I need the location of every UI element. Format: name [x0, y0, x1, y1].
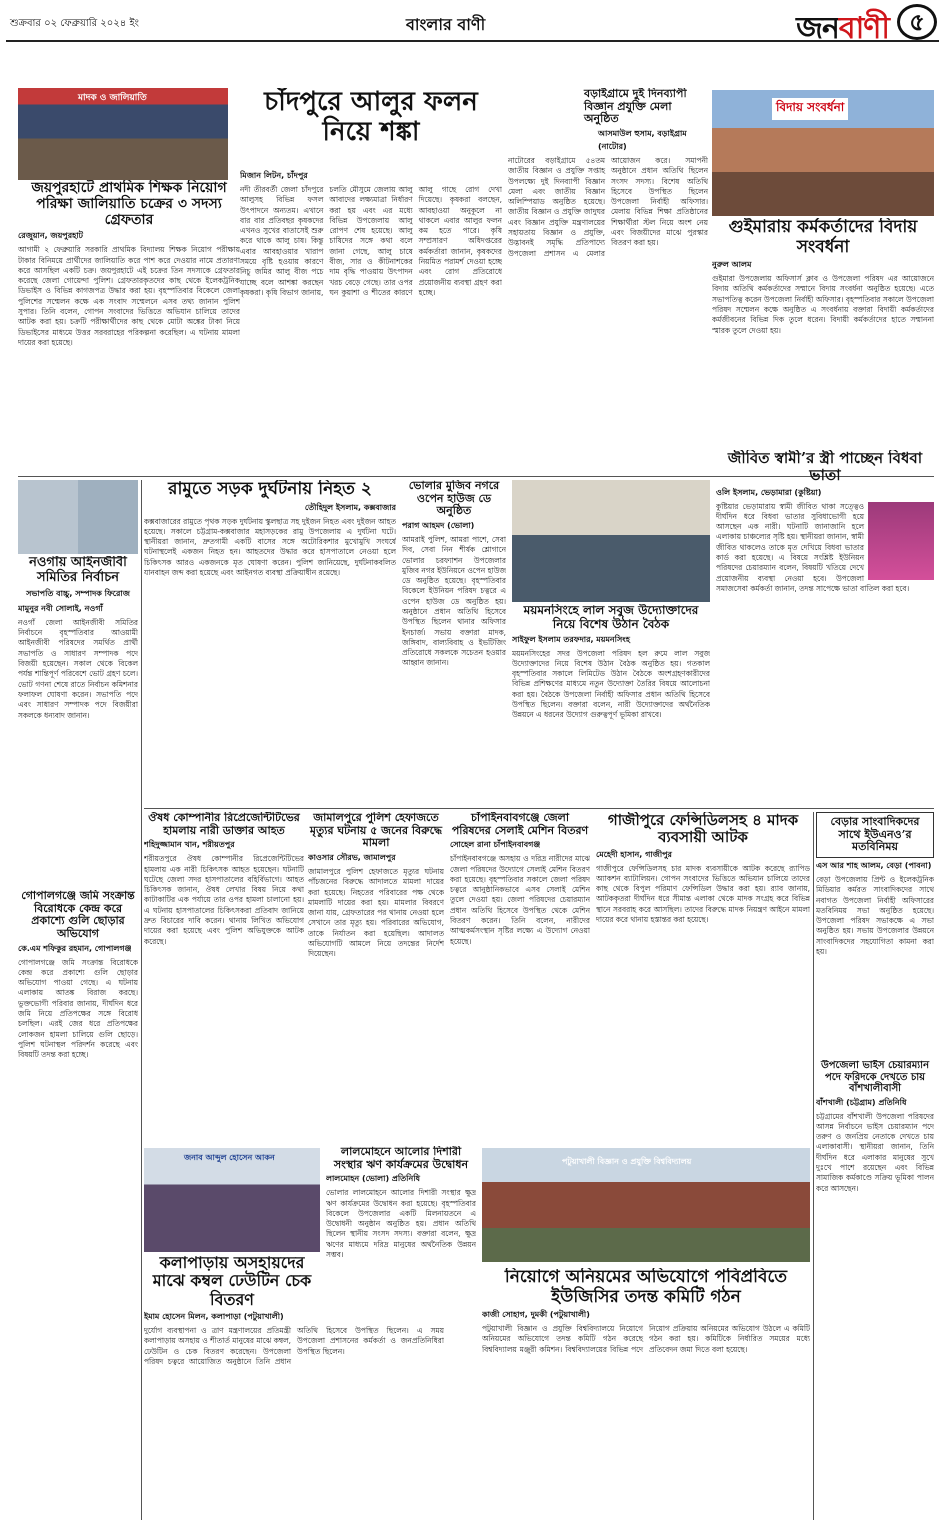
ugc-byline: কাজী সোহাগ, দুমকী (পটুয়াখালী)	[482, 1310, 590, 1320]
gopalganj-body: গোপালগঞ্জে জমি সংক্রান্ত বিরোধকে কেন্দ্র করে প্রকাশ্যে গুলি ছোড়ার অভিযোগ পাওয়া গেছে। এ ঘটনায় এলাকায় আতঙ্ক বিরাজ করছে। ভুক্তভোগী পরিবার জানায়, দীর্ঘদিন ধরে জমি নিয়ে প্রতিপক্ষের সঙ্গে বিরোধ চলছিল। এরই জের ধরে প্রতিপক্ষের লোকজন হামলা চালিয়ে গুলি ছোড়ে। পুলিশ ঘটনাস্থল পরিদর্শন করেছে এবং বিষয়টি তদন্ত করা হচ্ছে।	[18, 957, 138, 1060]
guimara-body: গুইমারা উপজেলায় অফিসার্স ক্লাব ও উপজেলা পরিষদ এর আয়োজনে বিদায় অতিথি কর্মকর্তাদের সম্মানে বিদায় সংবর্ধনা অনুষ্ঠিত হয়েছে। এতে সভাপতিত্ব করেন উপজেলা নির্বাহী অফিসার। বৃহস্পতিবার সকালে উপজেলা পরিষদ সম্মেলন কক্ষে অনুষ্ঠিত এ সংবর্ধনায় বক্তারা বিদায়ী কর্মকর্তাদের কর্মজীবনের বিভিন্ন দিক তুলে ধরেন। বিদায়ী কর্মকর্তাদের হাতে সম্মাননা স্মারক তুলে দেওয়া হয়।	[712, 274, 934, 335]
ramu-byline: তৌহিদুল ইসলাম, কক্সবাজার	[304, 502, 396, 512]
naogaon-body: নওগাঁ জেলা আইনজীবী সমিতির নির্বাচনে বৃহস্পতিবার আওয়ামী আইনজীবী পরিষদের সমর্থিত প্রার্থী সভাপতি ও সাধারণ সম্পাদক পদে বিজয়ী হয়েছেন। সকাল থেকে বিকেল পর্যন্ত শান্তিপূর্ণ পরিবেশে ভোট গ্রহণ চলে। ভোট গণনা শেষে রাতে নির্বাচন কমিশনার ফলাফল ঘোষণা করেন। সভাপতি পদে এবং সাধারণ সম্পাদক পদে বিজয়ীরা সকলকে ধন্যবাদ জানান।	[18, 617, 138, 720]
jibito-byline: ওলি ইসলাম, ভেড়ামারা (কুষ্টিয়া)	[716, 487, 822, 497]
bera-body: বেড়া উপজেলায় প্রিন্ট ও ইলেকট্রনিক মিডিয়ার কর্মরত সাংবাদিকদের সাথে নবাগত উপজেলা নির্বাহী অফিসারের মতবিনিময় সভা অনুষ্ঠিত হয়েছে। উপজেলা পরিষদ সভাকক্ষে এ সভা অনুষ্ঠিত হয়। সভায় উপজেলার উন্নয়নে সাংবাদিকদের সহযোগিতা কামনা করা হয়।	[816, 874, 934, 956]
chapai-body: চাঁপাইনবাবগঞ্জে অসহায় ও দরিদ্র নারীদের মাঝে জেলা পরিষদের উদ্যোগে সেলাই মেশিন বিতরণ করা হয়েছে। বৃহস্পতিবার সকালে জেলা পরিষদ চত্বরে আনুষ্ঠানিকভাবে এসব সেলাই মেশিন তুলে দেওয়া হয়। জেলা পরিষদের চেয়ারম্যান প্রধান অতিথি হিসেবে উপস্থিত থেকে মেশিন বিতরণ করেন। তিনি বলেন, নারীদের আত্মকর্মসংস্থান সৃষ্টির লক্ষ্যে এ উদ্যোগ নেওয়া হয়েছে।	[450, 854, 590, 946]
bera-headline: বেড়ার সাংবাদিকদের সাথে ইউএনও’র মতবিনিময়	[816, 812, 934, 858]
guimara-story	[712, 218, 934, 443]
baraigram-story	[508, 88, 708, 468]
ramu-story	[144, 480, 396, 800]
lalmohan-byline: লালমোহন (ভোলা) প্রতিনিধি	[326, 1174, 420, 1184]
ugc-story	[482, 1268, 810, 1520]
gopalganj-story	[18, 890, 138, 1520]
baraigram-headline: বড়াইগ্রামে দুই দিনব্যাপী বিজ্ঞান প্রযুক্তি মেলা অনুষ্ঠিত	[584, 88, 687, 126]
jamalpur-story	[308, 812, 444, 1142]
naogaon-subline: সভাপতি বাচ্চু, সম্পাদক ফিরোজ	[26, 588, 130, 598]
ramu-headline: রামুতে সড়ক দুর্ঘটনায় নিহত ২	[168, 480, 372, 499]
naogaon-story	[18, 556, 138, 886]
naogaon-headline: নওগাঁয় আইনজীবী সমিতির নির্বাচন	[29, 556, 127, 585]
mymensingh-story	[512, 604, 710, 804]
chapai-byline: সোহেল রানা চাঁপাইনবাবগঞ্জ	[450, 840, 541, 850]
bhola-headline: ভোলার মুজিব নগরে ওপেন হাউজ ডে অনুষ্ঠিত	[408, 480, 500, 518]
jibito-body: কুষ্টিয়ার ভেড়ামারায় স্বামী জীবিত থাকা সত্ত্বেও দীর্ঘদিন ধরে বিধবা ভাতার সুবিধাভোগী হয়ে আসছেন এক নারী। ঘটনাটি জানাজানি হলে এলাকায় চাঞ্চল্যের সৃষ্টি হয়। স্থানীয়রা জানান, স্বামী জীবিত থাকলেও তাকে মৃত দেখিয়ে বিধবা ভাতার কার্ড করা হয়েছে। এ বিষয়ে সংশ্লিষ্ট ইউনিয়ন পরিষদের চেয়ারম্যান বলেন, বিষয়টি খতিয়ে দেখে প্রয়োজনীয় ব্যবস্থা নেওয়া হবে। উপজেলা সমাজসেবা কর্মকর্তা জানান, তদন্ত সাপেক্ষে ভাতা বাতিল করা হবে।	[716, 501, 910, 593]
lalmohan-headline: লালমোহনে আলোর দিশারী সংস্থার ঋণ কার্যক্রমের উদ্বোধন	[333, 1146, 469, 1171]
chandpur-body-block	[240, 168, 502, 508]
kalapara-story	[144, 1254, 444, 1520]
col-rule-1	[141, 480, 142, 1520]
mymensingh-byline: সাইফুল ইসলাম তরফদার, ময়মনসিংহ	[512, 634, 630, 644]
ramu-body: কক্সবাজারের রামুতে পৃথক সড়ক দুর্ঘটনায় স্কুলছাত্র সহ দুইজন নিহত এবং দুইজন আহত হয়েছে। সকালে চট্টগ্রাম-কক্সবাজার মহাসড়কের রামু উপজেলায় এ দুর্ঘটনা ঘটে। স্থানীয়রা জানান, দ্রুতগামী একটি বাসের সঙ্গে অটোরিকশার মুখোমুখি সংঘর্ষে ঘটনাস্থলেই একজন নিহত হন। আহতদের উদ্ধার করে হাসপাতালে নেওয়া হলে চিকিৎসক আরও একজনকে মৃত ঘোষণা করেন। পুলিশ জানিয়েছে, দুর্ঘটনাকবলিত যানবাহন জব্দ করা হয়েছে এবং আইনগত ব্যবস্থা প্রক্রিয়াধীন রয়েছে।	[144, 516, 396, 578]
mymensingh-photo	[512, 480, 710, 602]
section-title: বাংলার বাণী	[406, 15, 486, 34]
jamalpur-headline: জামালপুরে পুলিশ হেফাজতে মৃত্যুর ঘটনায় ৫ জনের বিরুদ্ধে মামলা	[309, 812, 443, 850]
row2-divider	[144, 808, 934, 809]
jibito-story	[716, 450, 934, 790]
mymensingh-body: ময়মনসিংহের সদর উপজেলা পরিষদ হল রুমে লাল সবুজ উদ্যোক্তাদের নিয়ে বিশেষ উঠান বৈঠক অনুষ্ঠিত হয়। গতকাল বৃহস্পতিবার সকালে লিমিটেড উঠান বৈঠকে অংশগ্রহণকারীদের বিভিন্ন প্রশিক্ষণের মাধ্যমে নতুন উদ্যোক্তা তৈরির বিষয়ে আলোচনা করা হয়। বৈঠকে উপজেলা নির্বাহী অফিসার প্রধান অতিথি হিসেবে উপস্থিত ছিলেন। বক্তারা বলেন, নারী উদ্যোক্তাদের অর্থনৈতিক উন্নয়নে এ ধরনের উদ্যোগ গুরুত্বপূর্ণ ভূমিকা রাখবে।	[512, 648, 710, 720]
guimara-photo	[712, 90, 934, 216]
bera-byline: এস আর শাহ আলম, বেড়া (পাবনা)	[816, 860, 932, 870]
kalapara-banner: জনাব আব্দুল হোসেন আকন	[184, 1152, 275, 1162]
masthead	[6, 4, 939, 46]
oushudh-headline: ঔষধ কোম্পানীর রিপ্রেজেন্টিটিভের হামলায় নারী ডাক্তার আহত	[148, 812, 300, 837]
col-rule-2	[813, 812, 814, 1520]
kalapara-byline: ইমাম হোসেন মিলন, কলাপাড়া (পটুয়াখালী)	[144, 1312, 284, 1322]
gazipur-body: গাজীপুরে ফেন্সিডিলসহ চার মাদক ব্যবসায়ীকে আটক করেছে র‍্যাপিড অ্যাকশন ব্যাটালিয়ন। গোপন সংবাদের ভিত্তিতে অভিযান চালিয়ে তাদের কাছ থেকে বিপুল পরিমাণ ফেন্সিডিল উদ্ধার করা হয়। র‍্যাব জানায়, আটককৃতরা দীর্ঘদিন ধরে সীমান্ত এলাকা থেকে মাদক সংগ্রহ করে বিভিন্ন স্থানে সরবরাহ করে আসছিল। তাদের বিরুদ্ধে মাদক নিয়ন্ত্রণ আইনে মামলা দায়ের করে থানায় হস্তান্তর করা হয়েছে।	[596, 863, 810, 924]
bera-story	[816, 812, 934, 1052]
lalmohan-body: ভোলার লালমোহনে আলোর দিশারী সংস্থার ক্ষুদ্র ঋণ কার্যক্রমের উদ্বোধন করা হয়েছে। বৃহস্পতিবার বিকেলে উপজেলার একটি মিলনায়তনে এ উদ্বোধনী অনুষ্ঠান অনুষ্ঠিত হয়। প্রধান অতিথি ছিলেন স্থানীয় সংসদ সদস্য। বক্তারা বলেন, ক্ষুদ্র ঋণের মাধ্যমে দরিদ্র মানুষের অর্থনৈতিক উন্নয়ন সম্ভব।	[326, 1188, 476, 1260]
banshkhali-story	[816, 1060, 934, 1520]
joypurhat-photo	[18, 88, 228, 180]
chandpur-body: নদী তীরবর্তী জেলা চাঁদপুরে আলুসহ বিভিন্ন ফসল উৎপাদনে অন্যতম। এখানে বার বার প্রতিবছর কৃষকদের এখনও সুখের বাতাসেই শুরু করে থাকে আলু চাষ। কিন্তু এবার আবহাওয়ার খারাপ সময়ে বৃষ্টি হওয়ায় কারণে নিচু জমির আলু বীজ পচে যাচ্ছে বলে আশঙ্কা করছেন কৃষকরা। কৃষি বিভাগ জানায়, চলতি মৌসুমে জেলায় আলু আবাদের লক্ষ্যমাত্রা নির্ধারণ করা হয় এবং এর মধ্যে বিভিন্ন উপজেলায় আলু রোপণ শেষ হয়েছে। আলু চাষিদের সঙ্গে কথা বলে জানা গেছে, আলু চাষে বীজ, সার ও কীটনাশকের দাম বৃদ্ধি পাওয়ায় উৎপাদন খরচ বেড়ে গেছে। তার ওপর ঘন কুয়াশা ও শীতের কারণে আলু গাছে রোগ দেখা দিয়েছে। কৃষকরা বলছেন, আবহাওয়া অনুকূলে না থাকলে এবার আলুর ফলন কম হতে পারে। কৃষি সম্প্রসারণ অধিদপ্তরের কর্মকর্তারা জানান, কৃষকদের নিয়মিত পরামর্শ দেওয়া হচ্ছে এবং রোগ প্রতিরোধে প্রয়োজনীয় ব্যবস্থা গ্রহণ করা হচ্ছে।	[240, 185, 502, 297]
gazipur-headline: গাজীপুরে ফেন্সিডিলসহ ৪ মাদক ব্যবসায়ী আটক	[607, 812, 799, 847]
chapai-headline: চাঁপাইনবাবগঞ্জে জেলা পরিষদের সেলাই মেশিন বিতরণ	[451, 812, 589, 837]
naogaon-byline: মামুনুর নবী সোলাই, নওগাঁ	[18, 603, 103, 613]
gazipur-byline: মেহেদী হাসান, গাজীপুর	[596, 849, 672, 859]
issue-date: শুক্রবার ০২ ফেব্রুয়ারি ২০২৪ ইং	[10, 18, 139, 29]
joypurhat-story	[18, 180, 240, 470]
baraigram-body: নাটোরের বড়াইগ্রামে ৫৪তম জাতীয় বিজ্ঞান ও প্রযুক্তি সপ্তাহ উপলক্ষ্যে দুই দিনব্যাপী বিজ্ঞান মেলা এবং জাতীয় বিজ্ঞান অলিম্পিয়াড অনুষ্ঠিত হয়েছে। জাতীয় বিজ্ঞান ও প্রযুক্তি জাদুঘর এবং বিজ্ঞান প্রযুক্তি মন্ত্রণালয়ের সহায়তায় বিজ্ঞান ও প্রযুক্তি, উদ্ভাবনই সমৃদ্ধি প্রতিপাদ্যে উপজেলা প্রশাসন এ মেলার আয়োজন করে। সমাপনী অনুষ্ঠানে প্রধান অতিথি ছিলেন সংসদ সদস্য। বিশেষ অতিথি হিসেবে উপস্থিত ছিলেন উপজেলা নির্বাহী অফিসার। মেলায় বিভিন্ন শিক্ষা প্রতিষ্ঠানের শিক্ষার্থীরা স্টল নিয়ে অংশ নেয় এবং বিজয়ীদের মাঝে পুরস্কার বিতরণ করা হয়।	[508, 155, 708, 258]
bhola-byline: পরাগ আহমদ (ভোলা)	[402, 520, 475, 530]
page-number: ৫	[897, 4, 937, 40]
newspaper-logo: জনবাণী	[796, 11, 889, 46]
baraigram-byline: আসমাউল হুসাম, বড়াইগ্রাম (নাটোর)	[598, 128, 687, 151]
gopalganj-headline: গোপালগঞ্জে জমি সংক্রান্ত বিরোধকে কেন্দ্র করে প্রকাশ্যে গুলি ছোড়ার অভিযোগ	[21, 890, 135, 940]
ugc-photo	[482, 1148, 810, 1262]
banshkhali-byline: বাঁশখালী (চট্টগ্রাম) প্রতিনিধি	[816, 1097, 907, 1107]
oushudh-story	[144, 812, 304, 1142]
joypurhat-byline: রেজুয়ান, জয়পুরহাট	[18, 231, 84, 241]
chapai-story	[450, 812, 590, 1132]
joypurhat-body: আগামী ২ ফেব্রুয়ারি সরকারি প্রাথমিক বিদ্যালয় শিক্ষক নিয়োগ পরীক্ষায় টাকার বিনিময়ে প্রার্থীদের জালিয়াতি করে পাশ করে দেওয়ার নামে প্রতারণা করে আসছিল একটি চক্র। জয়পুরহাটে এই চক্রের তিন সদস্যকে গ্রেফতার করেছে জেলা গোয়েন্দা পুলিশ। গ্রেফতারকৃতদের কাছ থেকে ইলেকট্রনিক ডিভাইস ও বিভিন্ন কাগজপত্র উদ্ধার করা হয়। বৃহস্পতিবার বিকেলে জেলা পুলিশের সম্মেলন কক্ষে এক সংবাদ সম্মেলনে এসব তথ্য জানান পুলিশ সুপার। তিনি বলেন, গোপন সংবাদের ভিত্তিতে অভিযান চালিয়ে তাদের আটক করা হয়। চক্রটি পরীক্ষার্থীদের কাছ থেকে মোটা অঙ্কের টাকা নিয়ে ডিভাইসের মাধ্যমে উত্তর সরবরাহের পরিকল্পনা করেছিল। এ ঘটনায় মামলা দায়ের করা হয়েছে।	[18, 245, 240, 347]
guimara-byline: নুরুল আলম	[712, 260, 752, 270]
jamalpur-body: জামালপুরে পুলিশ হেফাজতে মৃত্যুর ঘটনায় পাঁচজনের বিরুদ্ধে আদালতে মামলা দায়ের করা হয়েছে। নিহতের পরিবারের পক্ষ থেকে মামলাটি দায়ের করা হয়। মামলার বিবরণে জানা যায়, গ্রেফতারের পর থানায় নেওয়া হলে সেখানে তার মৃত্যু হয়। পরিবারের অভিযোগ, তাকে নির্যাতন করা হয়েছিল। আদালত অভিযোগটি আমলে নিয়ে তদন্তের নির্দেশ দিয়েছেন।	[308, 866, 444, 959]
ugc-body: পটুয়াখালী বিজ্ঞান ও প্রযুক্তি বিশ্ববিদ্যালয়ে নিয়োগে অনিয়মের অভিযোগে তদন্ত কমিটি গঠন করেছে বিশ্ববিদ্যালয় মঞ্জুরী কমিশন। বিশ্ববিদ্যালয়ের বিভিন্ন পদে নিয়োগ প্রক্রিয়ায় অনিয়মের অভিযোগ উঠলে এ কমিটি গঠন করা হয়। কমিটিকে নির্ধারিত সময়ের মধ্যে প্রতিবেদন জমা দিতে বলা হয়েছে।	[482, 1324, 810, 1354]
banshkhali-headline: উপজেলা ভাইস চেয়ারম্যান পদে ফরিদকে দেখতে চায় বাঁশখালীবাসী	[820, 1060, 930, 1094]
joypurhat-banner: মাদক ও জালিয়াতি	[78, 93, 147, 103]
gopalganj-byline: কে.এম শফিকুর রহমান, গোপালগঞ্জ	[18, 943, 132, 953]
oushudh-body: শরীয়তপুরে ঔষধ কোম্পানীর রিপ্রেজেন্টিটিভের হামলায় এক নারী চিকিৎসক আহত হয়েছেন। ঘটনাটি ঘটেছে জেলা সদর হাসপাতালের বহির্বিভাগে। আহত চিকিৎসক জানান, ঔষধ লেখার বিষয় নিয়ে কথা কাটাকাটির এক পর্যায়ে তার ওপর হামলা চালানো হয়। এ ঘটনায় হাসপাতালের চিকিৎসকরা প্রতিবাদ জানিয়ে দ্রুত বিচারের দাবি করেন। থানায় লিখিত অভিযোগ দায়ের করা হয়েছে এবং পুলিশ অভিযুক্তকে আটক করেছে।	[144, 854, 304, 946]
ugc-gate-sign: পটুয়াখালী বিজ্ঞান ও প্রযুক্তি বিশ্ববিদ্যালয়	[562, 1156, 692, 1166]
chandpur-byline: মিজান লিটন, চাঁদপুর	[240, 171, 308, 180]
chandpur-headline: চাঁদপুরে আলুর ফলন নিয়ে শঙ্কা	[264, 88, 478, 147]
kalapara-body: দুর্যোগ ব্যবস্থাপনা ও ত্রাণ মন্ত্রণালয়ের প্রতিমন্ত্রী কলাপাড়ায় অসহায় ও শীতার্ত মানুষের মাঝে কম্বল, ঢেউটিন ও চেক বিতরণ করেছেন। উপজেলা পরিষদ চত্বরে আয়োজিত অনুষ্ঠানে তিনি প্রধান অতিথি হিসেবে উপস্থিত ছিলেন। এ সময় উপজেলা প্রশাসনের কর্মকর্তা ও জনপ্রতিনিধিরা উপস্থিত ছিলেন।	[144, 1326, 444, 1367]
guimara-headline: গুইমারায় কর্মকর্তাদের বিদায় সংবর্ধনা	[728, 218, 918, 257]
oushudh-byline: শহিদুজ্জামান খান, শরীয়তপুর	[144, 840, 235, 850]
gazipur-story	[596, 812, 810, 1132]
joypurhat-headline: জয়পুরহাটে প্রাথমিক শিক্ষক নিয়োগ পরিক্ষা জালিয়াতি চক্রের ৩ সদস্য গ্রেফতার	[31, 180, 227, 229]
jamalpur-byline: কাওসার সৌরভ, জামালপুর	[308, 852, 396, 862]
bhola-story	[402, 480, 506, 800]
ugc-headline: নিয়োগে অনিয়মের অভিযোগে পবিপ্রবিতে ইউজিসির তদন্ত কমিটি গঠন	[504, 1268, 788, 1307]
kalapara-photo	[144, 1148, 320, 1252]
banshkhali-body: চট্টগ্রামের বাঁশখালী উপজেলা পরিষদের আসন্ন নির্বাচনে ভাইস চেয়ারম্যান পদে তরুণ ও জনপ্রিয় নেতাকে দেখতে চায় এলাকাবাসী। স্থানীয়রা জানান, তিনি দীর্ঘদিন ধরে এলাকার মানুষের সুখে দুঃখে পাশে রয়েছেন এবং বিভিন্ন সামাজিক কর্মকাণ্ডে সক্রিয় ভূমিকা পালন করে আসছেন।	[816, 1111, 934, 1193]
mymensingh-headline: ময়মনসিংহে লাল সবুজ উদ্যোক্তাদের নিয়ে বিশেষ উঠান বৈঠক	[523, 604, 699, 631]
jibito-headline: জীবিত স্বামী’র স্ত্রী পাচ্ছেন বিধবা ভাতা	[727, 450, 923, 485]
jibito-photo	[868, 502, 934, 580]
guimara-banner: বিদায় সংবর্ধনা	[772, 98, 848, 120]
kalapara-headline: কলাপাড়ায় অসহায়দের মাঝে কম্বল ঢেউটিন চেক বিতরণ	[152, 1254, 312, 1309]
bhola-body: আমরাই পুলিশ, আমরা পাশে, সেবা দিব, সেবা নিন শীর্ষক শ্লোগানে ভোলার চরফ্যাশন উপজেলার মুজিব নগর ইউনিয়নে ওপেন হাউজ ডে অনুষ্ঠিত হয়েছে। বৃহস্পতিবার বিকেলে ইউনিয়ন পরিষদ চত্বরে এ ওপেন হাউজ ডে অনুষ্ঠিত হয়। অনুষ্ঠানে প্রধান অতিথি হিসেবে উপস্থিত ছিলেন থানার অফিসার ইনচার্জ। সভায় বক্তারা মাদক, জঙ্গিবাদ, বাল্যবিবাহ ও ইভটিজিং প্রতিরোধে সকলকে সচেতন হওয়ার আহ্বান জানান।	[402, 534, 506, 668]
lalmohan-story	[326, 1146, 476, 1286]
naogaon-photo	[18, 480, 138, 554]
